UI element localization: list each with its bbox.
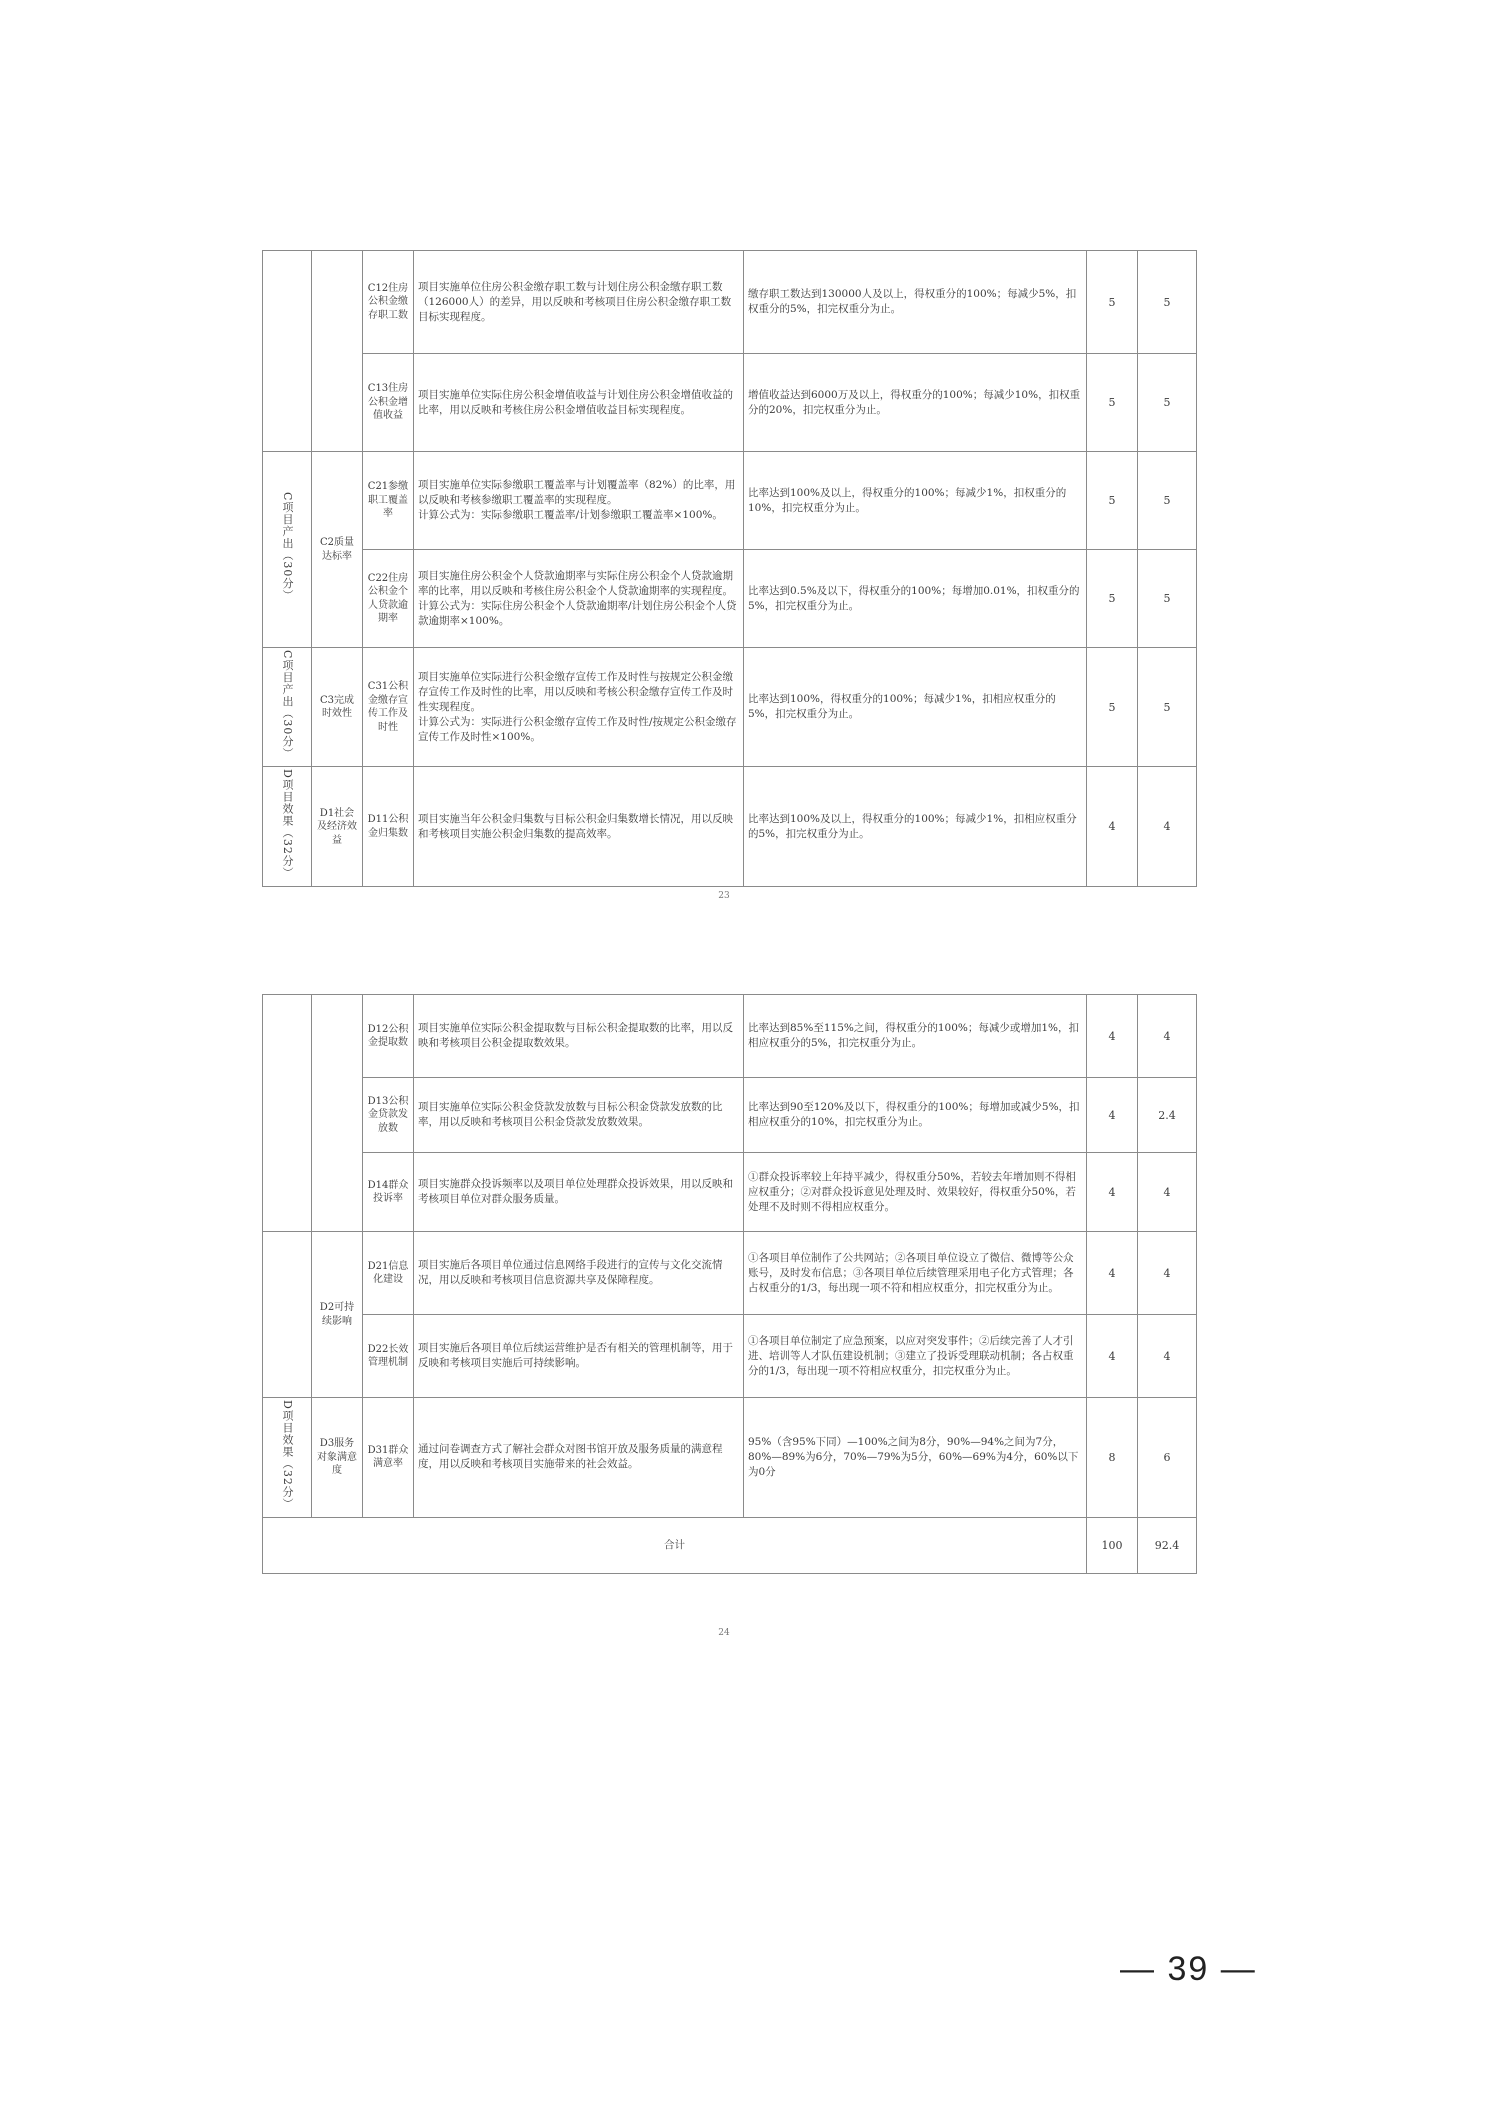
score-cell: 4 [1138,1315,1197,1398]
level1-category-cell [263,767,312,887]
score-cell: 5 [1138,648,1197,767]
indicator-cell: C12住房公积金缴存职工数 [363,251,414,354]
weight-cell: 4 [1087,1315,1138,1398]
level1-cell-empty [263,251,312,452]
score-cell: 4 [1138,1232,1197,1315]
indicator-cell: D12公积金提取数 [363,995,414,1078]
score-cell: 5 [1138,354,1197,452]
evaluation-table-page-23 [262,250,1197,887]
score-cell: 4 [1138,1153,1197,1232]
criteria-cell: 95%（含95%下同）—100%之间为8分，90%—94%之间为7分，80%—89%为6分，70%—79%为5分，60%—69%为4分，60%以下为0分 [744,1398,1087,1518]
weight-cell: 5 [1087,354,1138,452]
table-row [263,648,1197,767]
table-row [263,452,1197,550]
level1-cell-empty [263,1232,312,1398]
table-row [263,354,1197,452]
score-cell: 5 [1138,550,1197,648]
indicator-cell: D31群众满意率 [363,1398,414,1518]
score-cell: 4 [1138,995,1197,1078]
level1-category-label: D项目效果（32分） [281,1400,294,1510]
footer-page-number: — 39 — [1120,1950,1257,1988]
level1-category-cell [263,1398,312,1518]
total-weight: 100 [1087,1517,1138,1573]
score-cell: 6 [1138,1398,1197,1518]
weight-cell: 5 [1087,452,1138,550]
level2-category-cell: D3服务对象满意度 [312,1398,363,1518]
level1-category-label: C项目产出（30分） [281,650,294,760]
indicator-cell: D13公积金贷款发放数 [363,1078,414,1153]
table-row [263,1398,1197,1518]
total-label: 合计 [263,1517,1087,1573]
score-cell: 5 [1138,251,1197,354]
table-row [263,550,1197,648]
weight-cell: 4 [1087,1232,1138,1315]
total-score: 92.4 [1138,1517,1197,1573]
table-row [263,251,1197,354]
weight-cell: 4 [1087,1078,1138,1153]
indicator-cell: D21信息化建设 [363,1232,414,1315]
table-row [263,1232,1197,1315]
explanation-cell: 项目实施单位住房公积金缴存职工数与计划住房公积金缴存职工数（126000人）的差异，用以反映和考核项目住房公积金缴存职工数目标实现程度。 [414,251,744,354]
score-cell: 5 [1138,452,1197,550]
criteria-cell: ①各项目单位制作了公共网站；②各项目单位设立了微信、微博等公众账号，及时发布信息；③各项目单位后续管理采用电子化方式管理；各占权重分的1/3，每出现一项不符和相应权重分，扣完权重分为止。 [744,1232,1087,1315]
explanation-cell: 项目实施住房公积金个人贷款逾期率与实际住房公积金个人贷款逾期率的比率，用以反映和考核住房公积金个人贷款逾期率的实现程度。 计算公式为：实际住房公积金个人贷款逾期率/计划住房公积金个人贷款逾期率×100%。 [414,550,744,648]
explanation-cell: 通过问卷调查方式了解社会群众对图书馆开放及服务质量的满意程度，用以反映和考核项目实施带来的社会效益。 [414,1398,744,1518]
weight-cell: 8 [1087,1398,1138,1518]
criteria-cell: 比率达到100%及以上，得权重分的100%；每减少1%，扣权重分的10%，扣完权重分为止。 [744,452,1087,550]
explanation-cell: 项目实施单位实际公积金提取数与目标公积金提取数的比率，用以反映和考核项目公积金提取数效果。 [414,995,744,1078]
explanation-cell: 项目实施单位实际公积金贷款发放数与目标公积金贷款发放数的比率，用以反映和考核项目公积金贷款发放数效果。 [414,1078,744,1153]
page-number-23: 23 [718,891,730,901]
indicator-cell: C13住房公积金增值收益 [363,354,414,452]
level1-category-label: D项目效果（32分） [281,769,294,880]
criteria-cell: 比率达到100%及以上，得权重分的100%；每减少1%，扣相应权重分的5%，扣完权重分为止。 [744,767,1087,887]
weight-cell: 5 [1087,550,1138,648]
table-row [263,1078,1197,1153]
table-row [263,1153,1197,1232]
explanation-cell: 项目实施后各项目单位后续运营维护是否有相关的管理机制等，用于反映和考核项目实施后可持续影响。 [414,1315,744,1398]
evaluation-table-page-24 [262,994,1197,1574]
criteria-cell: ①群众投诉率较上年持平减少，得权重分50%，若较去年增加则不得相应权重分；②对群众投诉意见处理及时、效果较好，得权重分50%，若处理不及时则不得相应权重分。 [744,1153,1087,1232]
level1-category-label: C项目产出（30分） [281,492,294,602]
level1-cell-empty [263,995,312,1232]
indicator-cell: C31公积金缴存宣传工作及时性 [363,648,414,767]
page-number-24: 24 [718,1628,730,1638]
level2-category-cell: D2可持续影响 [312,1232,363,1398]
total-row [263,1517,1197,1573]
criteria-cell: ①各项目单位制定了应急预案，以应对突发事件；②后续完善了人才引进、培训等人才队伍建设机制；③建立了投诉受理联动机制；各占权重分的1/3，每出现一项不符相应权重分，扣完权重分为止。 [744,1315,1087,1398]
criteria-cell: 缴存职工数达到130000人及以上，得权重分的100%；每减少5%，扣权重分的5%，扣完权重分为止。 [744,251,1087,354]
score-cell: 2.4 [1138,1078,1197,1153]
level2-category-cell: C2质量达标率 [312,452,363,648]
table-row [263,995,1197,1078]
explanation-cell: 项目实施单位实际住房公积金增值收益与计划住房公积金增值收益的比率，用以反映和考核住房公积金增值收益目标实现程度。 [414,354,744,452]
criteria-cell: 比率达到85%至115%之间，得权重分的100%；每减少或增加1%，扣相应权重分的5%，扣完权重分为止。 [744,995,1087,1078]
indicator-cell: C22住房公积金个人贷款逾期率 [363,550,414,648]
level2-cell-empty [312,995,363,1232]
weight-cell: 5 [1087,251,1138,354]
table-row [263,767,1197,887]
level2-category-cell: C3完成时效性 [312,648,363,767]
explanation-cell: 项目实施后各项目单位通过信息网络手段进行的宣传与文化交流情况，用以反映和考核项目信息资源共享及保障程度。 [414,1232,744,1315]
table-row [263,1315,1197,1398]
indicator-cell: D14群众投诉率 [363,1153,414,1232]
weight-cell: 4 [1087,1153,1138,1232]
level2-category-cell: D1社会及经济效益 [312,767,363,887]
weight-cell: 5 [1087,648,1138,767]
level2-cell-empty [312,251,363,452]
explanation-cell: 项目实施单位实际进行公积金缴存宣传工作及时性与按规定公积金缴存宣传工作及时性的比率，用以反映和考核公积金缴存宣传工作及时性实现程度。 计算公式为：实际进行公积金缴存宣传工作及时性/按规定公积金缴存宣传工作及时性×100%。 [414,648,744,767]
criteria-cell: 比率达到100%，得权重分的100%；每减少1%，扣相应权重分的5%，扣完权重分为止。 [744,648,1087,767]
weight-cell: 4 [1087,995,1138,1078]
level1-category-cell [263,452,312,648]
indicator-cell: C21参缴职工覆盖率 [363,452,414,550]
indicator-cell: D22长效管理机制 [363,1315,414,1398]
criteria-cell: 比率达到90至120%及以下，得权重分的100%；每增加或减少5%，扣相应权重分的10%，扣完权重分为止。 [744,1078,1087,1153]
indicator-cell: D11公积金归集数 [363,767,414,887]
criteria-cell: 增值收益达到6000万及以上，得权重分的100%；每减少10%，扣权重分的20%，扣完权重分为止。 [744,354,1087,452]
level1-category-cell [263,648,312,767]
criteria-cell: 比率达到0.5%及以下，得权重分的100%；每增加0.01%，扣权重分的5%，扣完权重分为止。 [744,550,1087,648]
explanation-cell: 项目实施单位实际参缴职工覆盖率与计划覆盖率（82%）的比率，用以反映和考核参缴职工覆盖率的实现程度。 计算公式为：实际参缴职工覆盖率/计划参缴职工覆盖率×100%。 [414,452,744,550]
score-cell: 4 [1138,767,1197,887]
weight-cell: 4 [1087,767,1138,887]
explanation-cell: 项目实施当年公积金归集数与目标公积金归集数增长情况，用以反映和考核项目实施公积金归集数的提高效率。 [414,767,744,887]
explanation-cell: 项目实施群众投诉频率以及项目单位处理群众投诉效果，用以反映和考核项目单位对群众服务质量。 [414,1153,744,1232]
